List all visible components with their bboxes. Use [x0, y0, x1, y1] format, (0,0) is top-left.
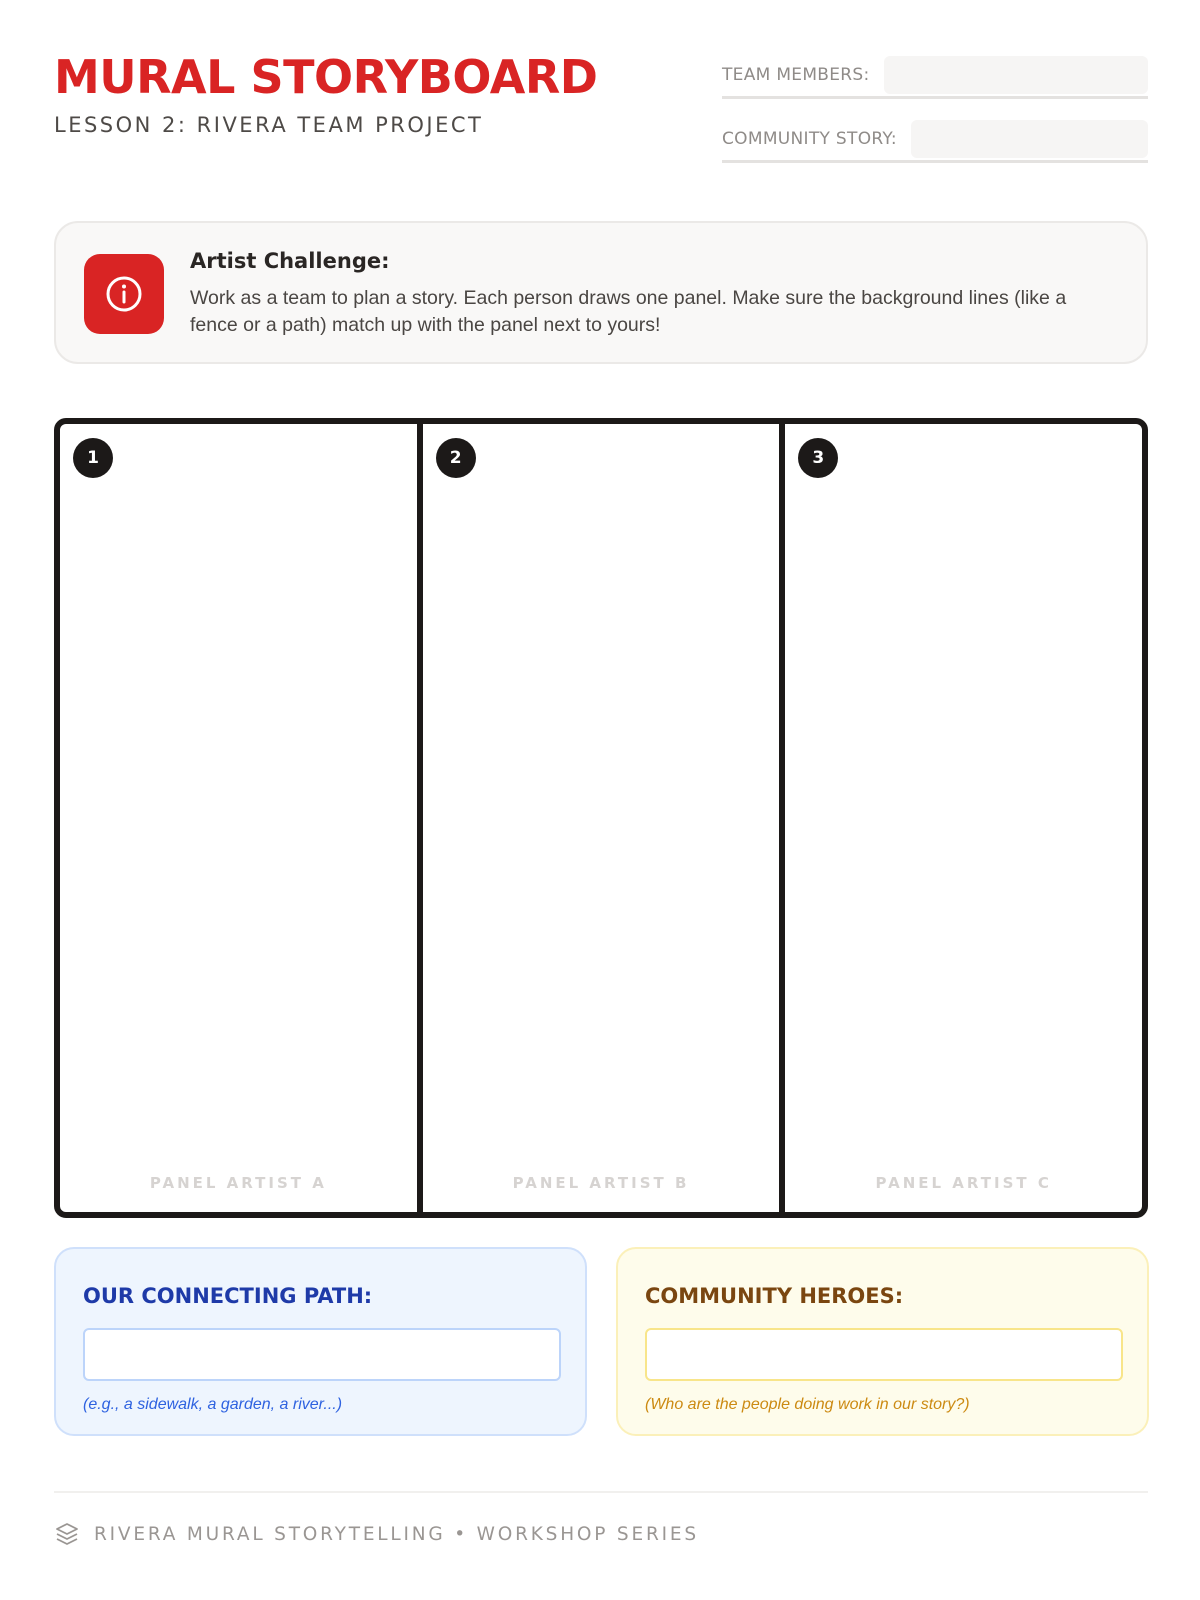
footer-divider: [54, 1491, 1148, 1493]
team-members-label: TEAM MEMBERS:: [722, 64, 870, 85]
panel-1[interactable]: [60, 424, 417, 1212]
team-members-row: [722, 53, 1148, 99]
community-heroes-title: COMMUNITY HEROES:: [645, 1284, 904, 1308]
footer-text: RIVERA MURAL STORYTELLING • WORKSHOP SERIES: [94, 1523, 699, 1545]
team-members-field[interactable]: [884, 56, 1148, 94]
connecting-path-hint: (e.g., a sidewalk, a garden, a river...): [83, 1396, 343, 1413]
challenge-title: Artist Challenge:: [190, 249, 390, 273]
info-icon: [84, 254, 164, 334]
challenge-text: Work as a team to plan a story. Each person draws one panel. Make sure the background lines (like a fence or a path) match up with the panel next to yours!: [190, 287, 1067, 336]
footer: [54, 1521, 699, 1547]
connecting-path-input[interactable]: [83, 1328, 561, 1381]
panel-artist-label: PANEL ARTIST A: [149, 1174, 327, 1192]
community-story-row: [722, 117, 1148, 163]
connecting-path-card: [54, 1247, 587, 1436]
page-title: MURAL STORYBOARD: [54, 50, 598, 104]
panel-artist-label: PANEL ARTIST B: [512, 1174, 690, 1192]
panel-2[interactable]: [417, 424, 780, 1212]
page-subtitle: LESSON 2: RIVERA TEAM PROJECT: [54, 113, 484, 137]
connecting-path-title: OUR CONNECTING PATH:: [83, 1284, 373, 1308]
community-heroes-card: [616, 1247, 1149, 1436]
panel-number-badge: 3: [798, 438, 838, 478]
panel-number-badge: 2: [436, 438, 476, 478]
layers-icon: [54, 1521, 80, 1547]
panel-3[interactable]: [779, 424, 1142, 1212]
community-heroes-input[interactable]: [645, 1328, 1123, 1381]
community-story-label: COMMUNITY STORY:: [722, 128, 897, 149]
community-heroes-hint: (Who are the people doing work in our story?): [645, 1396, 970, 1413]
community-story-field[interactable]: [911, 120, 1148, 158]
panel-number-badge: 1: [73, 438, 113, 478]
artist-challenge-card: [54, 221, 1148, 364]
storyboard-panels: [54, 418, 1148, 1218]
panel-artist-label: PANEL ARTIST C: [875, 1174, 1052, 1192]
